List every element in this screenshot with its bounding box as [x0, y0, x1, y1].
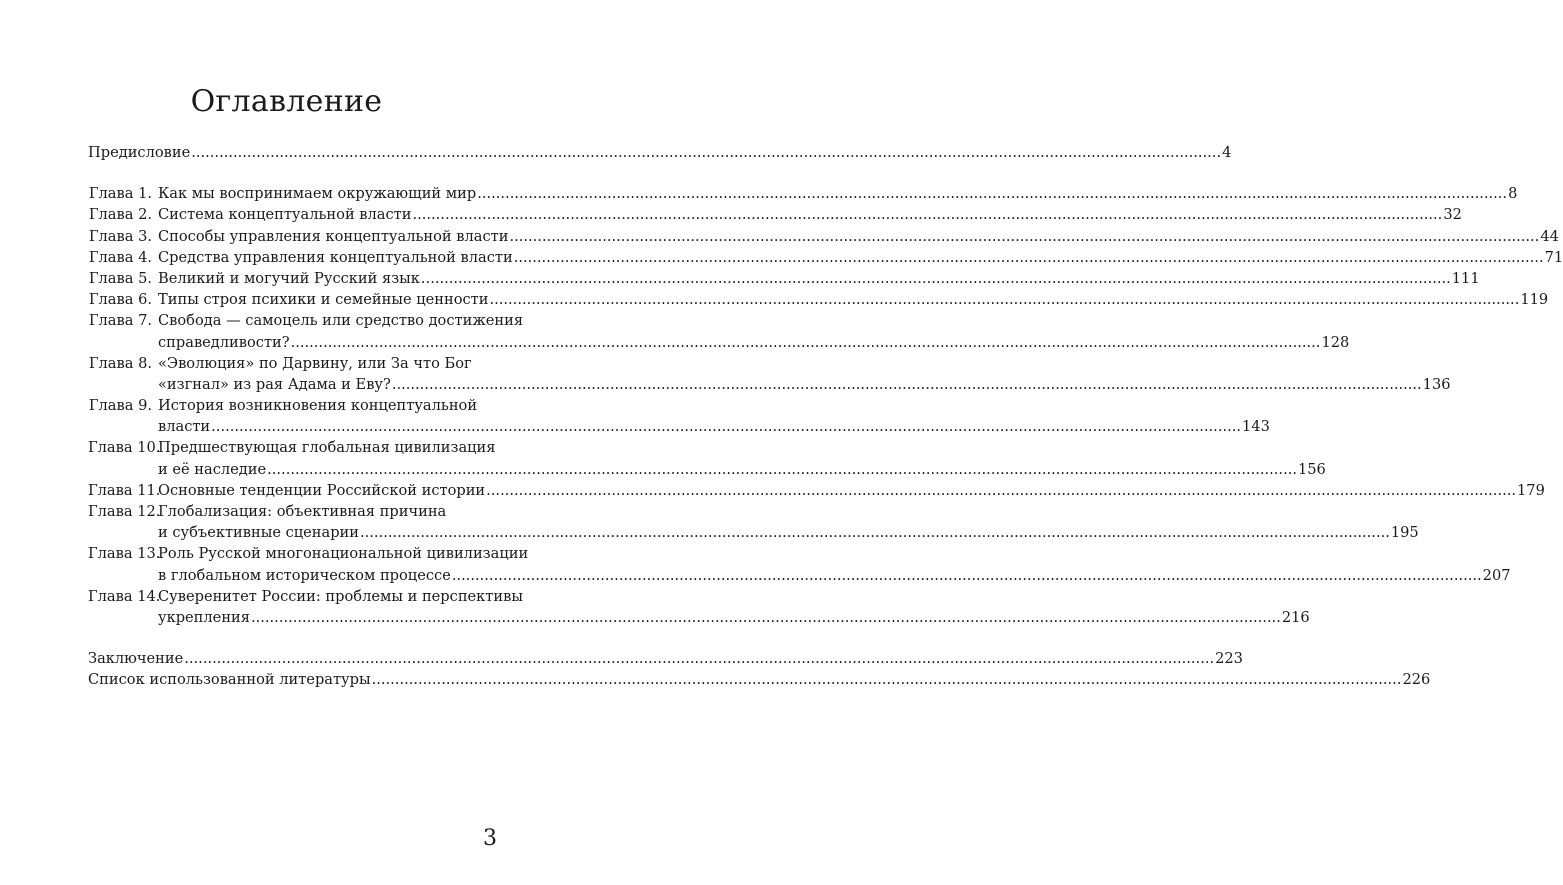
- toc-entry-chapter-continuation[interactable]: [88, 332, 1350, 353]
- dot-leader: [514, 247, 1544, 268]
- chapter-title: Способы управления концептуальной власти: [158, 227, 509, 245]
- dot-leader: [211, 416, 1241, 437]
- toc-entry-chapter[interactable]: [88, 268, 1480, 289]
- toc-entry-chapter-continuation[interactable]: [88, 374, 1451, 395]
- chapter-title: Глобализация: объективная причина: [158, 503, 447, 520]
- chapter-title: Как мы воспринимаем окружающий мир: [158, 185, 477, 203]
- toc-page-number: 143: [1242, 418, 1270, 436]
- chapter-title: История возникновения концептуальной: [158, 397, 478, 415]
- page-number: 3: [483, 826, 497, 851]
- chapter-number: Глава 10.: [88, 439, 161, 457]
- chapter-number: Глава 4.: [88, 248, 152, 266]
- chapter-number: Глава 1.: [88, 185, 152, 203]
- chapter-title: Великий и могучий Русский язык: [158, 269, 420, 287]
- toc-page-number: 136: [1422, 375, 1451, 393]
- toc-entry-conclusion[interactable]: [88, 648, 1243, 669]
- toc-entry-chapter[interactable]: [88, 501, 503, 522]
- toc-page-number: 44: [1540, 227, 1559, 245]
- dot-leader: [372, 669, 1402, 690]
- toc-entry-chapter[interactable]: [88, 289, 1549, 310]
- chapter-title: Предшествующая глобальная цивилизация: [158, 439, 496, 457]
- toc-entry-label: Заключение: [88, 650, 184, 668]
- dot-leader: [251, 607, 1281, 628]
- chapter-title: укрепления: [158, 608, 250, 626]
- chapter-title: «Эволюция» по Дарвину, или За что Бог: [158, 354, 472, 372]
- toc-page-number: 8: [1508, 185, 1518, 203]
- chapter-number: Глава 6.: [88, 291, 152, 309]
- toc-entry-label: Предисловие: [88, 144, 191, 161]
- toc-page-number: 119: [1520, 291, 1549, 309]
- chapter-title: Система концептуальной власти: [158, 206, 412, 224]
- toc-page-number: 71: [1544, 248, 1563, 266]
- chapter-title: и субъективные сценарии: [158, 524, 360, 542]
- toc-entry-chapter[interactable]: [88, 395, 503, 416]
- toc-page-number: 128: [1321, 333, 1350, 351]
- toc-page-number: 195: [1390, 524, 1419, 542]
- toc-entry-chapter-continuation[interactable]: [88, 607, 1310, 628]
- chapter-number: Глава 7.: [88, 312, 152, 330]
- toc-entry-chapter-continuation[interactable]: [88, 522, 1419, 543]
- chapter-title: Типы строя психики и семейные ценности: [158, 291, 489, 309]
- dot-leader: [412, 204, 1442, 225]
- toc-entry-chapter[interactable]: [88, 183, 1518, 204]
- chapter-title: в глобальном историческом процессе: [158, 566, 451, 584]
- toc-page-number: 4: [1222, 144, 1232, 161]
- chapter-number: Глава 9.: [88, 397, 152, 415]
- toc-entry-chapter-continuation[interactable]: [88, 416, 1270, 437]
- chapter-number: Глава 13.: [88, 545, 161, 563]
- chapter-number: Глава 5.: [88, 269, 152, 287]
- toc-entry-preface[interactable]: [88, 142, 1232, 163]
- dot-leader: [191, 142, 1221, 163]
- toc-page-number: 111: [1451, 269, 1480, 287]
- dot-leader: [486, 480, 1516, 501]
- toc-page-number: 156: [1297, 460, 1326, 478]
- chapter-title: власти: [158, 418, 211, 436]
- dot-leader: [360, 522, 1390, 543]
- chapter-number: Глава 3.: [88, 227, 152, 245]
- chapter-number: Глава 14.: [88, 587, 161, 605]
- toc-entry-chapter[interactable]: [88, 226, 1559, 247]
- chapter-number: Глава 2.: [88, 206, 152, 224]
- dot-leader: [184, 648, 1214, 669]
- chapter-title: справедливости?: [158, 333, 290, 351]
- chapter-title: и её наследие: [158, 460, 267, 478]
- toc-entry-references[interactable]: [88, 669, 1431, 690]
- dot-leader: [421, 268, 1451, 289]
- chapter-title: Роль Русской многонациональной цивилизации: [158, 545, 529, 563]
- chapter-list: [88, 183, 1563, 628]
- table-of-contents: [88, 142, 1563, 691]
- chapter-title: Суверенитет России: проблемы и перспективы: [158, 587, 523, 605]
- chapter-title: «изгнал» из рая Адама и Еву?: [158, 375, 391, 393]
- toc-entry-chapter[interactable]: [88, 310, 524, 331]
- dot-leader: [509, 226, 1539, 247]
- chapter-title: Основные тенденции Российской истории: [158, 481, 486, 499]
- toc-entry-chapter[interactable]: [88, 586, 523, 607]
- dot-leader: [489, 289, 1519, 310]
- toc-entry-chapter[interactable]: [88, 247, 1563, 268]
- dot-leader: [452, 565, 1482, 586]
- toc-entry-chapter-continuation[interactable]: [88, 459, 1326, 480]
- section-gap: [88, 163, 503, 183]
- toc-entry-label: Список использованной литературы: [88, 671, 371, 689]
- chapter-title: Свобода — самоцель или средство достижения: [158, 312, 524, 330]
- toc-entry-chapter[interactable]: [88, 353, 503, 374]
- toc-page-number: 216: [1281, 608, 1310, 626]
- chapter-title: Средства управления концептуальной власти: [158, 248, 513, 266]
- toc-page-number: 179: [1517, 481, 1545, 499]
- toc-entry-chapter[interactable]: [88, 543, 529, 564]
- toc-page-number: 223: [1215, 650, 1243, 668]
- dot-leader: [267, 459, 1297, 480]
- dot-leader: [392, 374, 1422, 395]
- chapter-number: Глава 12.: [88, 503, 161, 520]
- section-gap: [88, 628, 503, 648]
- dot-leader: [477, 183, 1507, 204]
- toc-entry-chapter[interactable]: [88, 204, 1462, 225]
- page-title: Оглавление: [190, 84, 383, 119]
- toc-page-number: 207: [1482, 566, 1511, 584]
- toc-entry-chapter[interactable]: [88, 480, 1545, 501]
- toc-page-number: 226: [1402, 671, 1431, 689]
- chapter-number: Глава 8.: [88, 354, 152, 372]
- toc-entry-chapter[interactable]: [88, 437, 503, 458]
- toc-entry-chapter-continuation[interactable]: [88, 565, 1511, 586]
- chapter-number: Глава 11.: [88, 481, 161, 499]
- dot-leader: [291, 332, 1321, 353]
- toc-page-number: 32: [1443, 206, 1462, 224]
